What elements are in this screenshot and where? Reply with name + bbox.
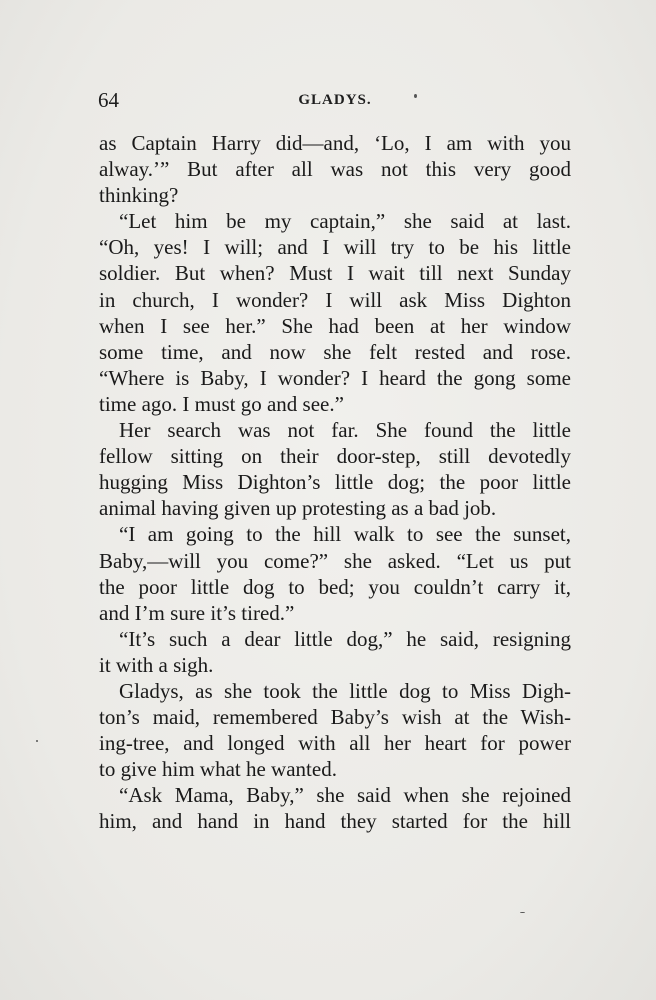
running-head: GLADYS. (298, 92, 372, 108)
text-line: soldier. But when? Must I wait till next Sunday (99, 261, 571, 286)
text-line: and I’m sure it’s tired.” (99, 600, 295, 625)
paper-speck (414, 94, 417, 98)
text-line: “Ask Mama, Baby,” she said when she rejoined (119, 783, 571, 808)
page-number: 64 (98, 88, 119, 112)
text-line: in church, I wonder? I will ask Miss Dighton (99, 287, 571, 312)
text-line: alway.’” But after all was not this very good (99, 157, 571, 182)
paper-speck (36, 740, 38, 742)
text-line: Her search was not far. She found the little (119, 418, 571, 443)
text-line: time ago. I must go and see.” (99, 391, 344, 416)
text-line: some time, and now she felt rested and rose. (99, 339, 571, 364)
text-line: “I am going to the hill walk to see the sunset, (119, 522, 571, 547)
page-header (98, 88, 572, 112)
text-line: “Oh, yes! I will; and I will try to be his little (99, 235, 571, 260)
text-line: hugging Miss Dighton’s little dog; the poor little (99, 470, 571, 495)
paper-speck (520, 912, 525, 913)
text-line: it with a sigh. (99, 652, 214, 677)
text-line: him, and hand in hand they started for the hill (99, 809, 571, 834)
text-line: to give him what he wanted. (99, 757, 337, 782)
text-line: animal having given up protesting as a bad job. (99, 496, 497, 521)
text-line: as Captain Harry did—and, ‘Lo, I am with you (99, 131, 571, 155)
text-line: “Where is Baby, I wonder? I heard the gong some (99, 365, 571, 390)
text-line: fellow sitting on their door-step, still devotedly (99, 444, 571, 469)
text-line: Baby,—will you come?” she asked. “Let us put (99, 548, 571, 573)
text-line: the poor little dog to bed; you couldn’t carry it, (99, 574, 571, 599)
text-line: when I see her.” She had been at her window (99, 313, 571, 338)
text-line: Gladys, as she took the little dog to Miss Digh- (119, 678, 571, 703)
text-line: “It’s such a dear little dog,” he said, resigning (119, 626, 571, 651)
text-line: “Let him be my captain,” she said at last. (119, 209, 571, 234)
text-line: ing-tree, and longed with all her heart for power (99, 731, 571, 756)
text-line: ton’s maid, remembered Baby’s wish at the Wish- (99, 705, 571, 730)
body-text (99, 130, 571, 835)
text-line: thinking? (99, 183, 179, 208)
